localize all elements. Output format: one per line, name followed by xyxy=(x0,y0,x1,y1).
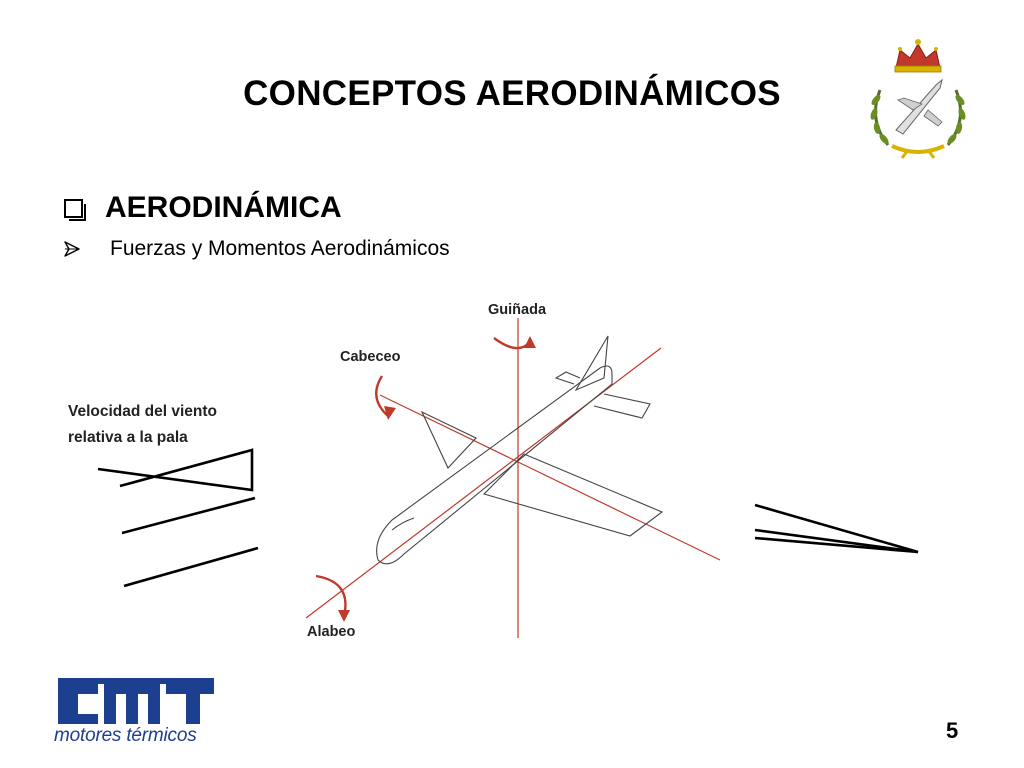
blade-wind-lines xyxy=(98,450,258,586)
bullet-text: Fuerzas y Momentos Aerodinámicos xyxy=(110,237,450,260)
velocity-label-line2: relativa a la pala xyxy=(68,429,188,446)
bullet-aerodinamica xyxy=(64,188,342,228)
arrow-bullet-icon xyxy=(64,241,80,257)
bullet-text: AERODINÁMICA xyxy=(105,191,342,224)
velocity-label xyxy=(68,399,217,451)
aeronautical-emblem-icon xyxy=(858,30,978,160)
yaw-label: Guiñada xyxy=(488,302,547,318)
checkbox-bullet-icon xyxy=(64,199,83,218)
velocity-label-line1: Velocidad del viento xyxy=(68,403,218,420)
logo-text: motores térmicos xyxy=(54,725,197,746)
roll-label: Alabeo xyxy=(307,624,356,640)
aircraft-axes-diagram xyxy=(0,280,1024,660)
bullet-fuerzas xyxy=(64,234,450,264)
crown-icon xyxy=(895,39,941,72)
page-number: 5 xyxy=(946,718,959,743)
pitch-label: Cabeceo xyxy=(340,349,401,365)
slide-title: CONCEPTOS AERODINÁMICOS xyxy=(243,74,781,113)
aircraft-backdrop xyxy=(262,296,752,656)
blade-tip-lines xyxy=(755,505,918,552)
